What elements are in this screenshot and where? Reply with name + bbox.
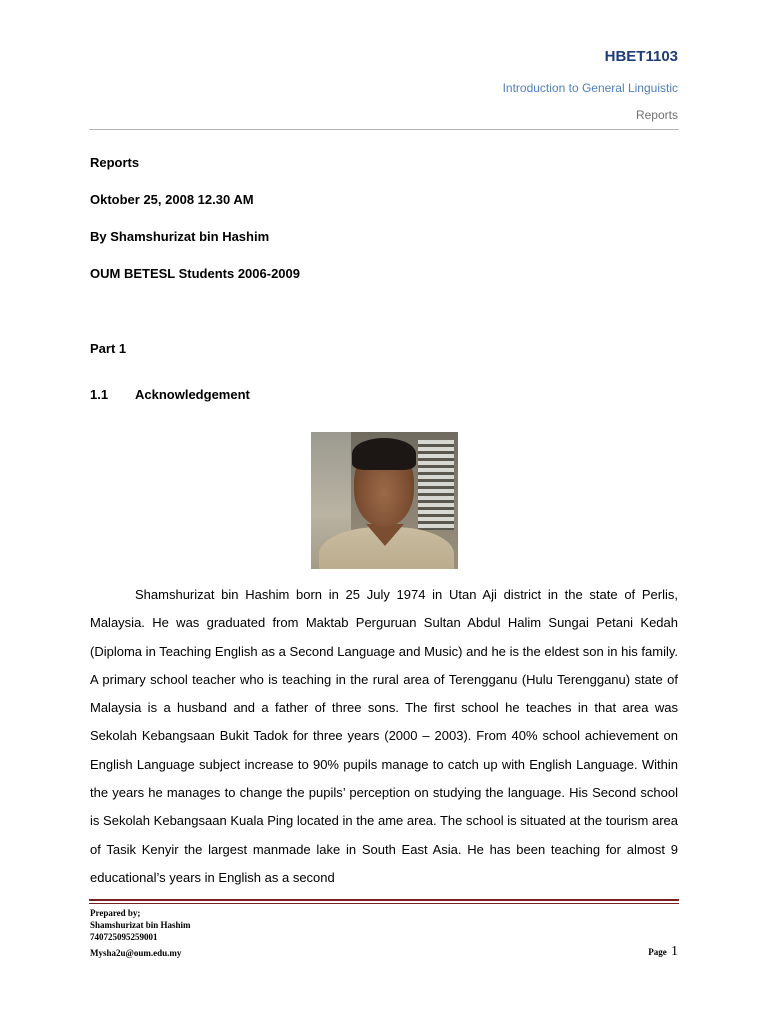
- footer-divider-thick: [89, 899, 679, 901]
- footer-prepared-by: Prepared by;: [90, 908, 141, 918]
- section-heading: [90, 387, 250, 402]
- report-author: By Shamshurizat bin Hashim: [90, 229, 270, 244]
- course-code: HBET1103: [604, 48, 678, 65]
- author-portrait-photo: [311, 432, 458, 569]
- page-label: Page: [648, 947, 667, 957]
- footer-name: Shamshurizat bin Hashim: [90, 920, 191, 930]
- body-paragraph: Shamshurizat bin Hashim born in 25 July 1974 in Utan Aji district in the state of Perlis, Malaysia. He was graduated from Maktab Perguruan Sultan Abdul Halim Sungai Petani Kedah (Diploma in Teaching English as a Second Language and Music) and he is the eldest son in his family. A primary school teacher who is teaching in the rural area of Terengganu (Hulu Terengganu) state of Malaysia is a husband and a father of three sons. The first school he teaches in that area was Sekolah Kebangsaan Bukit Tadok for three years (2000 – 2003). From 40% school achievement on English Language subject increase to 90% pupils manage to catch up with English Language. Within the years he manages to change the pupils’ perception on studying the language. His Second school is Sekolah Kebangsaan Kuala Ping located in the ame area. The school is situated at the tourism area of Tasik Kenyir the largest manmade lake in South East Asia. He has been teaching for almost 9 educational’s years in English as a second: [90, 587, 678, 885]
- footer-id-number: 740725095259001: [90, 932, 158, 942]
- report-group: OUM BETESL Students 2006-2009: [90, 266, 300, 281]
- page-number: 1: [671, 944, 678, 959]
- footer-email: Mysha2u@oum.edu.my: [90, 948, 182, 958]
- photo-hair: [352, 438, 416, 470]
- header-divider: [89, 129, 679, 130]
- course-title: Introduction to General Linguistic: [502, 81, 678, 95]
- report-title: Reports: [90, 155, 140, 170]
- part-heading: Part 1: [90, 341, 127, 356]
- footer-divider-thin: [89, 903, 679, 904]
- report-date: Oktober 25, 2008 12.30 AM: [90, 192, 254, 207]
- header-section-label: Reports: [635, 108, 678, 122]
- section-title: Acknowledgement: [135, 387, 250, 402]
- photo-background-window: [418, 440, 454, 530]
- section-number: 1.1: [90, 387, 109, 402]
- page-indicator: [648, 944, 678, 960]
